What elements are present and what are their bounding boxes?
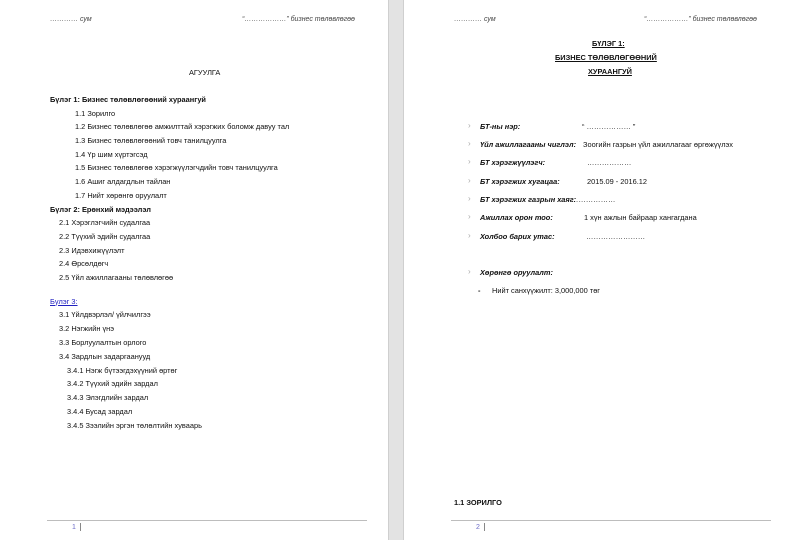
- field-label: Ажиллах орон тоо:: [480, 213, 553, 222]
- header-left: ………… сум: [454, 16, 496, 23]
- field-label: БТ-ны нэр:: [480, 122, 521, 131]
- field-label: БТ хэрэгжих хугацаа:: [480, 177, 560, 186]
- toc-title: АГУУЛГА: [189, 68, 221, 77]
- investment-item: Нийт санхүүжилт: 3,000,000 төг: [492, 286, 601, 295]
- toc-subitem[interactable]: 3.4.1 Нэгж бүтээгдэхүүний өртөг: [67, 366, 178, 375]
- chapter-heading-line-2: БИЗНЕС ТӨЛӨВЛӨГӨӨНИЙ: [555, 53, 657, 62]
- toc-section-2-title[interactable]: Бүлэг 2: Ерөнхий мэдээлэл: [50, 205, 151, 214]
- toc-subitem[interactable]: 3.4.5 Зээлийн эргэн төлөлтийн хуваарь: [67, 421, 202, 430]
- toc-section-3-title[interactable]: Бүлэг 3:: [50, 297, 78, 306]
- field-value: ……………………: [586, 232, 646, 241]
- field-value: ………………: [571, 195, 616, 204]
- toc-item[interactable]: 1.4 Үр шим хүртэгсэд: [75, 150, 148, 159]
- section-heading: 1.1 ЗОРИЛГО: [454, 498, 502, 507]
- toc-item[interactable]: 3.1 Үйлдвэрлэл/ үйлчилгээ: [59, 310, 151, 319]
- chapter-heading-line-3: ХУРААНГУЙ: [588, 67, 632, 76]
- field-value: “ ……………… ”: [582, 122, 636, 131]
- field-value: 2015.09 - 2016.12: [587, 177, 647, 186]
- field-label: Холбоо барих утас:: [480, 232, 555, 241]
- toc-item[interactable]: 1.1 Зорилго: [75, 109, 116, 118]
- toc-item[interactable]: 2.3 Идэвхижүүлэлт: [59, 246, 125, 255]
- field-value: 1 хүн ажлын байраар хангагдана: [584, 213, 697, 222]
- toc-item[interactable]: 1.3 Бизнес төлөвлөгөөний товч танилцуулга: [75, 136, 227, 145]
- bullet-arrow-icon: ›: [468, 157, 471, 166]
- field-label: Үйл ажиллагааны чиглэл:: [480, 140, 577, 149]
- toc-item[interactable]: 2.1 Хэрэглэгчийн судалгаа: [59, 218, 151, 227]
- toc-item[interactable]: 1.6 Ашиг алдагдлын тайлан: [75, 177, 171, 186]
- header-right: “………………” бизнес төлөвлөгөө: [242, 16, 355, 23]
- chapter-heading-line-1: БҮЛЭГ 1:: [592, 39, 625, 48]
- investment-label: Хөрөнгө оруулалт:: [480, 268, 553, 277]
- toc-item[interactable]: 3.3 Борлуулалтын орлого: [59, 338, 147, 347]
- bullet-arrow-icon: ›: [468, 267, 471, 276]
- toc-item[interactable]: 1.2 Бизнес төлөвлөгөө амжилттай хэрэгжих боломж давуу тал: [75, 122, 290, 131]
- toc-item[interactable]: 1.5 Бизнес төлөвлөгөө хэрэгжүүлэгчдийн товч танилцуулга: [75, 163, 278, 172]
- page-separator: [388, 0, 404, 540]
- field-label: БТ хэрэгжих газрын хаяг:: [480, 195, 577, 204]
- page-number: 2: [476, 523, 485, 531]
- header-left: ………… сум: [50, 16, 92, 23]
- toc-item[interactable]: 2.2 Түүхий эдийн судалгаа: [59, 232, 151, 241]
- bullet-arrow-icon: ›: [468, 212, 471, 221]
- toc-item[interactable]: 3.2 Нэгжийн үнэ: [59, 324, 115, 333]
- document-page-2: [404, 0, 795, 540]
- footer-rule: [47, 520, 367, 521]
- bullet-arrow-icon: ›: [468, 176, 471, 185]
- toc-item[interactable]: 3.4 Зардлын задаргаанууд: [59, 352, 151, 361]
- toc-subitem[interactable]: 3.4.3 Элэгдлийн зардал: [67, 393, 149, 402]
- toc-subitem[interactable]: 3.4.2 Түүхий эдийн зардал: [67, 379, 158, 388]
- field-value: Зоогийн газрын үйл ажиллагааг өргөжүүлэх: [583, 140, 733, 149]
- footer-rule: [451, 520, 771, 521]
- toc-item[interactable]: 2.4 Өрсөлдөгч: [59, 259, 109, 268]
- document-page-1: [0, 0, 388, 540]
- bullet-arrow-icon: ›: [468, 121, 471, 130]
- toc-subitem[interactable]: 3.4.4 Бусад зардал: [67, 407, 133, 416]
- toc-section-1-title[interactable]: Бүлэг 1: Бизнес төлөвлөгөөний хураангуй: [50, 95, 206, 104]
- page-number: 1: [72, 523, 81, 531]
- dash-bullet: -: [478, 286, 481, 295]
- bullet-arrow-icon: ›: [468, 231, 471, 240]
- bullet-arrow-icon: ›: [468, 194, 471, 203]
- toc-item[interactable]: 2.5 Үйл ажиллагааны төлөвлөгөө: [59, 273, 174, 282]
- field-value: ………………: [587, 158, 632, 167]
- bullet-arrow-icon: ›: [468, 139, 471, 148]
- field-label: БТ хэрэгжүүлэгч:: [480, 158, 546, 167]
- header-right: “………………” бизнес төлөвлөгөө: [644, 16, 757, 23]
- toc-item[interactable]: 1.7 Нийт хөрөнгө оруулалт: [75, 191, 167, 200]
